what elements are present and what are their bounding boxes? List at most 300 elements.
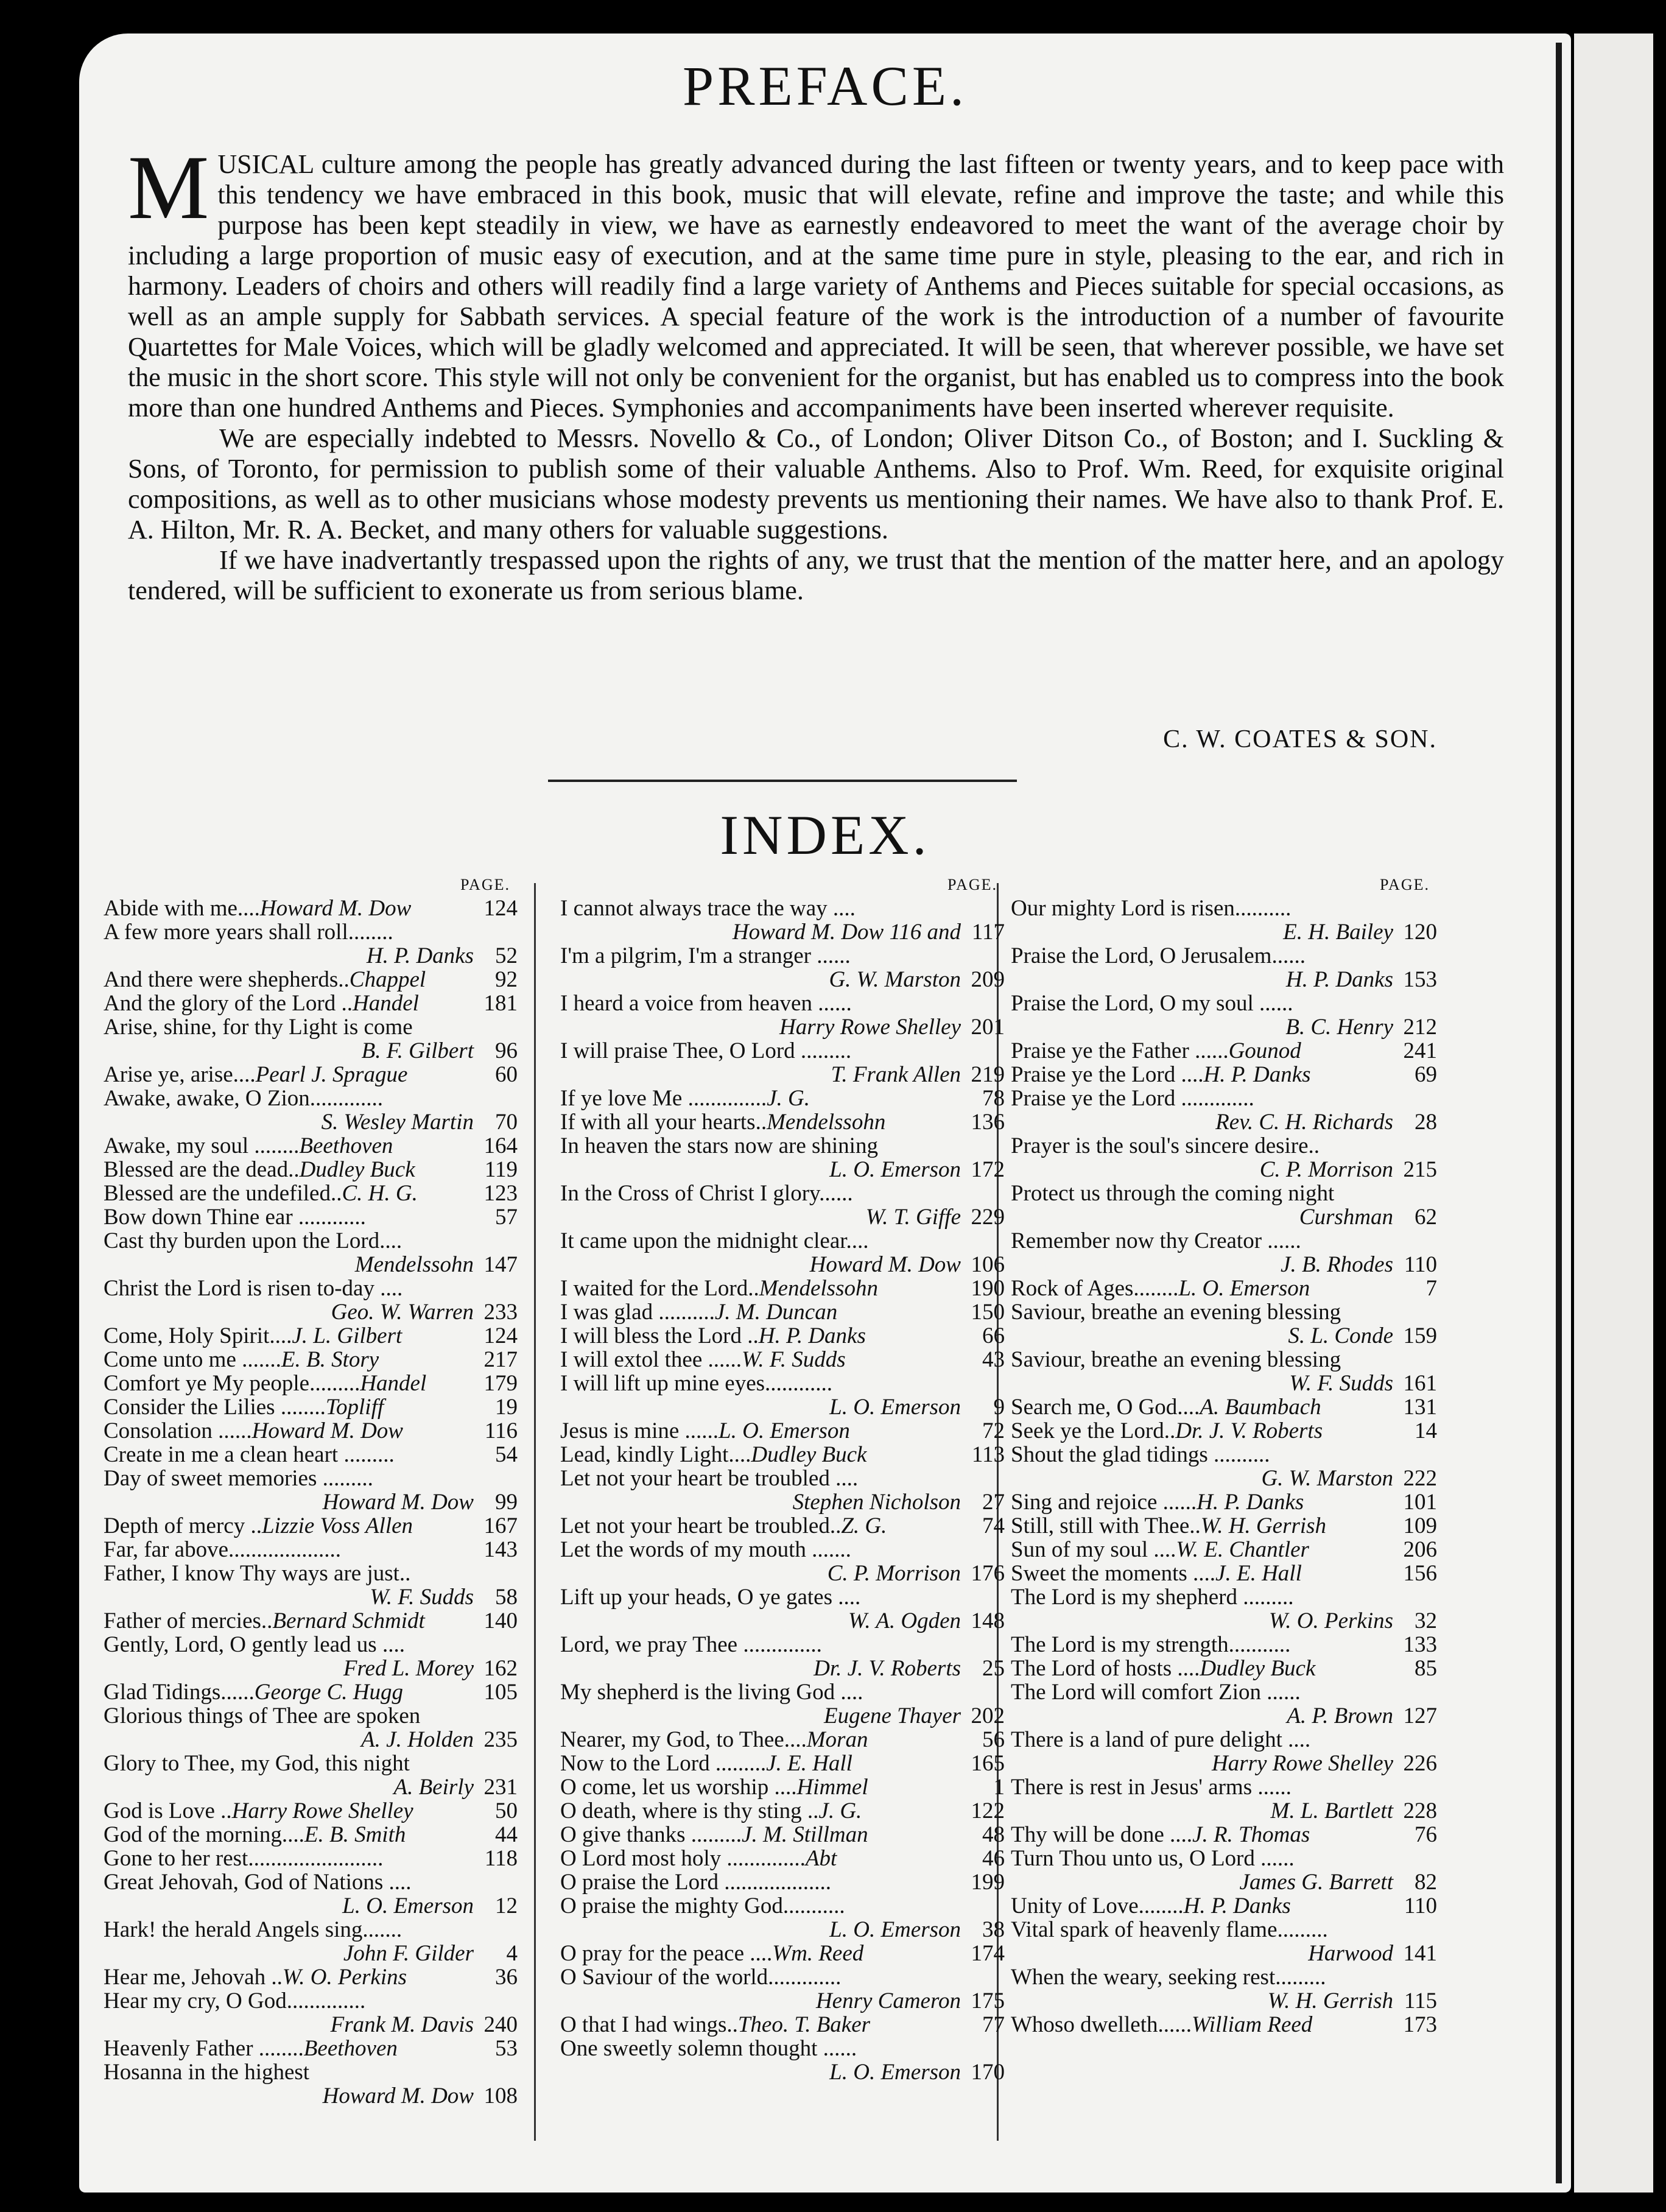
entry-title: Let not your heart be troubled.. [560, 1513, 842, 1538]
entry-text [560, 1087, 810, 1110]
index-entry [1011, 1538, 1437, 1562]
entry-page: 101 [1403, 1490, 1437, 1515]
entry-page: 231 [483, 1775, 518, 1800]
index-entry [1011, 1300, 1437, 1348]
entry-title: I will extol thee ...... [560, 1347, 742, 1372]
entry-title: Remember now thy Creator ...... [1011, 1228, 1301, 1253]
entry-page: 161 [1403, 1371, 1437, 1396]
entry-title: And the glory of the Lord .. [104, 991, 353, 1016]
drop-cap: M [128, 137, 209, 238]
entry-title: Sweet the moments .... [1011, 1561, 1216, 1586]
index-entry [1011, 1419, 1437, 1443]
entry-composer: B. F. Gilbert [361, 1038, 474, 1063]
entry-page: 209 [971, 967, 1005, 992]
entry-composer: L. O. Emerson [829, 1917, 961, 1942]
entry-composer: G. W. Marston [829, 967, 961, 992]
entry-page: 50 [495, 1798, 518, 1823]
index-entry [104, 1229, 518, 1277]
entry-page: 181 [483, 991, 518, 1016]
entry-composer: H. P. Danks [758, 1323, 866, 1348]
entry-page: 115 [1404, 1988, 1437, 2013]
divider-rule [548, 780, 1017, 782]
entry-text [560, 1110, 885, 1134]
index-entry [1011, 1443, 1437, 1490]
entry-title: O come, let us worship .... [560, 1775, 797, 1800]
entry-page: 28 [1415, 1110, 1437, 1135]
entry-page: 235 [483, 1727, 518, 1752]
entry-page: 228 [1403, 1798, 1437, 1823]
index-entry [104, 2037, 518, 2060]
index-entry [104, 2060, 518, 2108]
entry-composer: J. B. Rhodes [1281, 1252, 1393, 1277]
entry-page: 53 [495, 2036, 518, 2061]
page [79, 33, 1571, 2193]
entry-title: Praise ye the Lord .... [1011, 1062, 1204, 1087]
entry-composer: Rev. C. H. Richards [1215, 1110, 1393, 1135]
index-entry [560, 1443, 1005, 1467]
entry-title: Lord, we pray Thee .............. [560, 1632, 822, 1657]
entry-text [104, 1514, 413, 1538]
page-heading: PAGE. [1379, 876, 1430, 893]
entry-title: Sing and rejoice ...... [1011, 1490, 1197, 1515]
entry-title: Sun of my soul .... [1011, 1537, 1176, 1562]
entry-text [104, 1680, 403, 1704]
entry-page: 25 [982, 1656, 1005, 1681]
entry-composer: W. F. Sudds [1289, 1371, 1393, 1396]
index-entry [560, 1300, 1005, 1324]
entry-title: I waited for the Lord.. [560, 1276, 759, 1301]
entry-page: 48 [982, 1822, 1005, 1847]
entry-title: When the weary, seeking rest......... [1011, 1965, 1326, 1990]
entry-page: 96 [495, 1038, 518, 1063]
entry-composer: H. P. Danks [1197, 1490, 1304, 1515]
entry-composer: Moran [806, 1727, 868, 1752]
entry-title: Praise ye the Father ...... [1011, 1038, 1229, 1063]
entry-title: Come, Holy Spirit.... [104, 1323, 292, 1348]
entry-title: I will praise Thee, O Lord ......... [560, 1038, 852, 1063]
entry-page: 108 [483, 2083, 518, 2108]
entry-title: Depth of mercy .. [104, 1513, 262, 1538]
entry-page: 113 [971, 1442, 1005, 1467]
entry-title: Hear my cry, O God.............. [104, 1988, 366, 2013]
index-entry [560, 1039, 1005, 1087]
entry-page: 153 [1403, 967, 1437, 992]
entry-composer: L. O. Emerson [829, 1157, 961, 1182]
index-entry [560, 1110, 1005, 1134]
entry-title: It came upon the midnight clear.... [560, 1228, 869, 1253]
entry-title: Let not your heart be troubled .... [560, 1466, 859, 1491]
index-entry [560, 1633, 1005, 1680]
index-entry [104, 1799, 518, 1823]
index-entry [104, 1633, 518, 1680]
entry-text [104, 992, 419, 1015]
entry-page: 36 [495, 1965, 518, 1990]
index-entry [560, 1087, 1005, 1110]
preface-title: PREFACE. [682, 55, 968, 117]
entry-page: 156 [1403, 1561, 1437, 1586]
entry-page: 133 [1403, 1632, 1437, 1657]
entry-page: 12 [495, 1893, 518, 1918]
entry-title: Cast thy burden upon the Lord.... [104, 1228, 402, 1253]
index-entry [1011, 1847, 1437, 1894]
index-entry [1011, 1633, 1437, 1657]
entry-page: 27 [982, 1490, 1005, 1515]
entry-page: 229 [971, 1205, 1005, 1230]
index-entry [104, 1277, 518, 1324]
entry-text [104, 1158, 415, 1182]
index-column-2 [560, 873, 1005, 2084]
entry-page: 119 [484, 1157, 518, 1182]
entry-composer: Mendelssohn [354, 1252, 474, 1277]
entry-composer: Theo. T. Baker [737, 2012, 871, 2037]
entry-text [560, 1514, 887, 1538]
entry-composer: Mendelssohn [759, 1276, 878, 1301]
entry-title: Awake, awake, O Zion............. [104, 1086, 383, 1111]
entry-title: Lead, kindly Light.... [560, 1442, 751, 1467]
entry-composer: James G. Barrett [1239, 1870, 1393, 1895]
index-entry [560, 1799, 1005, 1823]
entry-composer: A. Beirly [393, 1775, 474, 1800]
entry-text [104, 1538, 341, 1562]
entry-composer: W. H. Gerrish [1200, 1513, 1327, 1538]
entry-page: 226 [1403, 1751, 1437, 1776]
entry-page: 46 [982, 1846, 1005, 1871]
entry-text [560, 1419, 850, 1443]
entry-composer: Howard M. Dow [251, 1418, 403, 1443]
entry-composer: H. P. Danks [1183, 1893, 1291, 1918]
entry-page: 122 [971, 1798, 1005, 1823]
entry-title: Still, still with Thee.. [1011, 1513, 1201, 1538]
entry-page: 78 [982, 1086, 1005, 1111]
index-entry [104, 1443, 518, 1467]
entry-composer: C. H. G. [342, 1181, 418, 1206]
entry-composer: H. P. Danks [1203, 1062, 1311, 1087]
index-entry [560, 1965, 1005, 2013]
entry-title: And there were shepherds.. [104, 967, 350, 992]
index-entry [560, 1894, 1005, 1942]
index-entry [104, 1015, 518, 1063]
entry-page: 44 [495, 1822, 518, 1847]
entry-title: Day of sweet memories ......... [104, 1466, 373, 1491]
entry-text [560, 1728, 868, 1752]
entry-composer: E. B. Story [281, 1347, 379, 1372]
entry-text [104, 1182, 418, 1205]
entry-page: 110 [1404, 1252, 1437, 1277]
entry-title: Great Jehovah, God of Nations .... [104, 1870, 412, 1895]
entry-composer: A. P. Brown [1287, 1703, 1393, 1728]
preface-body [128, 137, 1504, 606]
entry-text [104, 1823, 406, 1847]
entry-title: Bow down Thine ear ............ [104, 1205, 366, 1230]
entry-composer: Wm. Reed [772, 1941, 864, 1966]
entry-composer: J. G. [767, 1086, 810, 1111]
index-entry [104, 1538, 518, 1562]
index-entry [560, 1728, 1005, 1752]
index-entry [560, 1182, 1005, 1229]
entry-title: Saviour, breathe an evening blessing [1011, 1347, 1341, 1372]
entry-title: The Lord is my strength........... [1011, 1632, 1291, 1657]
entry-page: 219 [971, 1062, 1005, 1087]
index-entry [560, 1538, 1005, 1585]
entry-composer: L. O. Emerson [829, 2060, 961, 2085]
entry-composer: Geo. W. Warren [331, 1300, 474, 1325]
entry-text [560, 1799, 862, 1823]
entry-page: 66 [982, 1323, 1005, 1348]
index-entry [1011, 896, 1437, 944]
entry-composer: W. T. Giffe [865, 1205, 961, 1230]
entry-composer: J. M. Duncan [714, 1300, 838, 1325]
index-entry [104, 1063, 518, 1087]
entry-page: 72 [982, 1418, 1005, 1443]
entry-title: Father, I know Thy ways are just.. [104, 1561, 411, 1586]
index-entry [104, 1419, 518, 1443]
entry-composer: Handel [352, 991, 419, 1016]
entry-title: I cannot always trace the way .... [560, 896, 856, 921]
entry-composer: J. G. [818, 1798, 862, 1823]
index-entry [1011, 1657, 1437, 1680]
preface-paragraph-2: We are especially indebted to Messrs. Novello & Co., of London; Oliver Ditson Co., of Boston; and I. Suckling & Sons, of Toronto, for permission to publish some of their valuable Anthems. Also to Prof. Wm. Reed, for exquisite original compositions, as well as to other musicians whose modesty prevents us mentioning their names. We have also to thank Prof. E. A. Hilton, Mr. R. A. Becket, and many others for valuable suggestions. [128, 423, 1504, 544]
entry-text [560, 1443, 866, 1467]
entry-title: Consider the Lilies ........ [104, 1395, 326, 1420]
page-edge [1556, 43, 1562, 2183]
entry-page: 77 [982, 2012, 1005, 2037]
entry-page: 175 [971, 1988, 1005, 2013]
entry-text [560, 1348, 846, 1372]
index-entry [1011, 1229, 1437, 1277]
entry-title: Glory to Thee, my God, this night [104, 1751, 410, 1776]
index-entry [1011, 1823, 1437, 1847]
entry-page: 123 [483, 1181, 518, 1206]
entry-composer: W. H. Gerrish [1267, 1988, 1393, 2013]
entry-composer: A. J. Holden [361, 1727, 474, 1752]
entry-composer: Mendelssohn [767, 1110, 886, 1135]
entry-page: 172 [971, 1157, 1005, 1182]
entry-page: 170 [971, 2060, 1005, 2085]
entry-composer: Lizzie Voss Allen [261, 1513, 413, 1538]
entry-composer: J. E. Hall [1215, 1561, 1302, 1586]
entry-composer: Henry Cameron [815, 1988, 961, 2013]
entry-title: I will bless the Lord .. [560, 1323, 759, 1348]
entry-title: Now to the Lord ......... [560, 1751, 767, 1776]
entry-page: 69 [1415, 1062, 1437, 1087]
index-entry [560, 1870, 1005, 1894]
index-entry [560, 1229, 1005, 1277]
entry-composer: William Reed [1191, 2012, 1313, 2037]
entry-page: 141 [1403, 1941, 1437, 1966]
entry-text [1011, 1633, 1290, 1657]
entry-page: 159 [1403, 1323, 1437, 1348]
entry-composer: L. O. Emerson [829, 1395, 961, 1420]
entry-text [1011, 2013, 1312, 2037]
entry-page: 54 [495, 1442, 518, 1467]
entry-title: Christ the Lord is risen to-day .... [104, 1276, 403, 1301]
entry-text [104, 1134, 393, 1158]
entry-composer: H. P. Danks [1285, 967, 1393, 992]
index-entry [104, 968, 518, 992]
entry-text [560, 1324, 866, 1348]
entry-composer: Harwood [1308, 1941, 1393, 1966]
entry-page: 118 [484, 1846, 518, 1871]
index-entry [104, 1134, 518, 1158]
index-entry [560, 1514, 1005, 1538]
index-entry [104, 1182, 518, 1205]
index-entry [560, 1823, 1005, 1847]
entry-composer: Harry Rowe Shelley [1212, 1751, 1393, 1776]
index-entry [1011, 1063, 1437, 1087]
index-entry [1011, 944, 1437, 992]
entry-composer: Frank M. Davis [330, 2012, 474, 2037]
entry-text [1011, 1277, 1310, 1300]
entry-page: 74 [982, 1513, 1005, 1538]
entry-composer: Bernard Schmidt [272, 1608, 425, 1633]
entry-composer: W. O. Perkins [1268, 1608, 1393, 1633]
entry-text [104, 1372, 426, 1395]
entry-page: 173 [1403, 2012, 1437, 2037]
entry-page: 222 [1403, 1466, 1437, 1491]
index-entry [560, 1585, 1005, 1633]
entry-composer: George C. Hugg [254, 1680, 404, 1705]
entry-page: 1 [993, 1775, 1005, 1800]
index-entry [1011, 2013, 1437, 2037]
index-entry [104, 1965, 518, 1989]
index-entry [560, 1277, 1005, 1300]
index-entry [104, 1324, 518, 1348]
entry-composer: J. E. Hall [766, 1751, 852, 1776]
entry-composer: L. O. Emerson [1178, 1276, 1310, 1301]
entry-page: 212 [1403, 1015, 1437, 1040]
entry-title: Shout the glad tidings .......... [1011, 1442, 1270, 1467]
entry-page: 60 [495, 1062, 518, 1087]
page-heading: PAGE. [947, 876, 997, 893]
index-entry [104, 1704, 518, 1752]
entry-page: 7 [1425, 1276, 1437, 1301]
entry-title: O Saviour of the world............. [560, 1965, 842, 1990]
entry-title: Gently, Lord, O gently lead us .... [104, 1632, 405, 1657]
index-column-3 [1011, 873, 1437, 2037]
entry-page: 176 [971, 1561, 1005, 1586]
index-entry [104, 1514, 518, 1538]
entry-title: Far, far above.................... [104, 1537, 341, 1562]
index-column-1 [104, 873, 518, 2108]
entry-text [104, 1443, 395, 1467]
index-entry [104, 1870, 518, 1918]
entry-title: O pray for the peace .... [560, 1941, 773, 1966]
entry-composer: J. M. Stillman [742, 1822, 868, 1847]
entry-composer: M. L. Bartlett [1270, 1798, 1393, 1823]
entry-title: The Lord will comfort Zion ...... [1011, 1680, 1301, 1705]
entry-title: Whoso dwelleth...... [1011, 2012, 1192, 2037]
entry-text [104, 1205, 366, 1229]
entry-title: There is a land of pure delight .... [1011, 1727, 1311, 1752]
index-entry [1011, 1894, 1437, 1918]
entry-title: Glorious things of Thee are spoken [104, 1703, 421, 1728]
entry-composer: L. O. Emerson [342, 1893, 474, 1918]
entry-title: Hosanna in the highest [104, 2060, 310, 2085]
entry-text [560, 1752, 852, 1775]
index-entry [560, 1324, 1005, 1348]
entry-composer: C. P. Morrison [827, 1561, 961, 1586]
entry-page: 140 [483, 1608, 518, 1633]
index-entry [560, 1467, 1005, 1514]
entry-title: A few more years shall roll........ [104, 920, 393, 945]
entry-text [1011, 1063, 1311, 1087]
entry-title: If ye love Me .............. [560, 1086, 767, 1111]
entry-page: 70 [495, 1110, 518, 1135]
index-entry [104, 1395, 518, 1419]
index-entry [1011, 1490, 1437, 1514]
index-entry [104, 1562, 518, 1609]
entry-title: God of the morning.... [104, 1822, 304, 1847]
entry-title: Search me, O God.... [1011, 1395, 1200, 1420]
entry-page: 233 [483, 1300, 518, 1325]
entry-composer: Himmel [796, 1775, 868, 1800]
index-entry [104, 1158, 518, 1182]
entry-page: 43 [982, 1347, 1005, 1372]
entry-composer: G. W. Marston [1261, 1466, 1393, 1491]
index-entry [104, 920, 518, 968]
index-entry [1011, 1514, 1437, 1538]
entry-composer: John F. Gilder [343, 1941, 474, 1966]
entry-text [1011, 1562, 1302, 1585]
entry-page: 241 [1403, 1038, 1437, 1063]
entry-composer: Z. G. [841, 1513, 887, 1538]
entry-title: I was glad .......... [560, 1300, 715, 1325]
entry-page: 56 [982, 1727, 1005, 1752]
index-entry [560, 1372, 1005, 1419]
entry-title: O that I had wings.. [560, 2012, 738, 2037]
entry-title: Unity of Love........ [1011, 1893, 1184, 1918]
entry-text [104, 1324, 402, 1348]
entry-title: Thy will be done .... [1011, 1822, 1193, 1847]
entry-title: Gone to her rest........................ [104, 1846, 384, 1871]
entry-page: 57 [495, 1205, 518, 1230]
entry-page: 76 [1415, 1822, 1437, 1847]
entry-page: 32 [1415, 1608, 1437, 1633]
entry-text [1011, 1419, 1323, 1443]
index-entry [104, 1823, 518, 1847]
entry-title: My shepherd is the living God .... [560, 1680, 863, 1705]
entry-page: 19 [495, 1395, 518, 1420]
index-entry [560, 1680, 1005, 1728]
entry-text [560, 1277, 878, 1300]
entry-title: O give thanks ......... [560, 1822, 742, 1847]
entry-composer: Beethoven [303, 2036, 398, 2061]
entry-text [560, 1775, 868, 1799]
entry-title: O Lord most holy .............. [560, 1846, 806, 1871]
entry-text [1011, 1514, 1326, 1538]
entry-title: If with all your hearts.. [560, 1110, 767, 1135]
entry-title: O praise the mighty God........... [560, 1893, 845, 1918]
entry-title: There is rest in Jesus' arms ...... [1011, 1775, 1292, 1800]
entry-title: Heavenly Father ........ [104, 2036, 304, 2061]
entry-composer: E. H. Bailey [1283, 920, 1393, 945]
index-entry [104, 1847, 518, 1870]
entry-page: 206 [1403, 1537, 1437, 1562]
entry-text [1011, 1657, 1315, 1680]
entry-composer: L. O. Emerson [719, 1418, 850, 1443]
entry-text [1011, 1395, 1321, 1419]
index-entry [104, 1752, 518, 1799]
entry-page: 240 [483, 2012, 518, 2037]
index-entry [1011, 1087, 1437, 1134]
entry-page: 9 [993, 1395, 1005, 1420]
index-entry [560, 944, 1005, 992]
entry-page: 150 [971, 1300, 1005, 1325]
entry-title: Arise, shine, for thy Light is come [104, 1015, 413, 1040]
entry-page: 217 [483, 1347, 518, 1372]
index-entry [560, 1752, 1005, 1775]
entry-page: 143 [483, 1537, 518, 1562]
